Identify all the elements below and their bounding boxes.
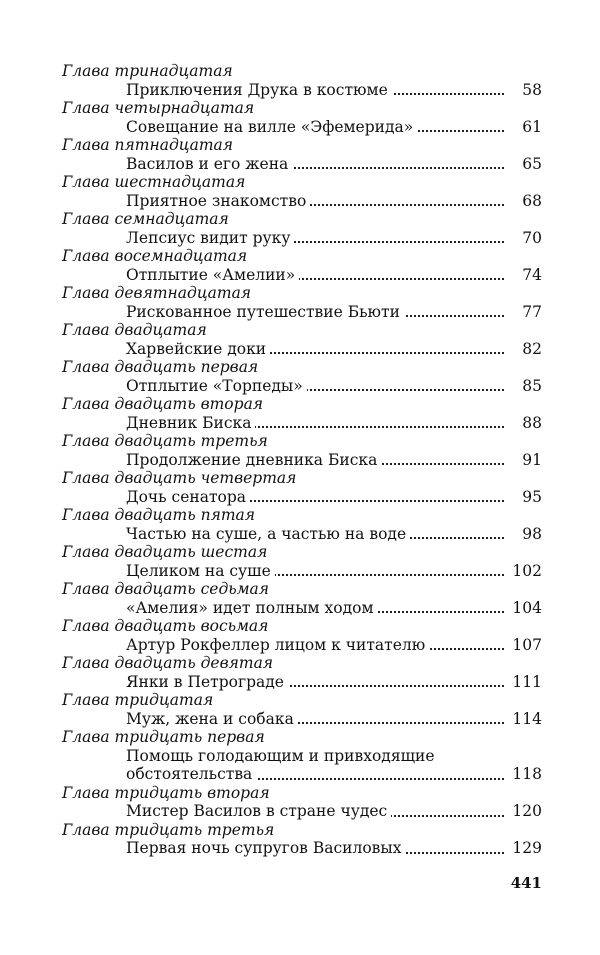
toc-entry [126, 599, 542, 618]
entry-title: Харвейские доки [126, 340, 270, 358]
chapter-heading: Глава тридцатая [62, 691, 214, 709]
entry-page: 95 [518, 488, 542, 507]
chapter-heading: Глава двадцать седьмая [62, 580, 270, 598]
entry-title: Первая ночь супругов Василовых [126, 839, 405, 857]
toc-entry [126, 839, 542, 858]
toc-entry [126, 562, 542, 581]
entry-title: «Амелия» идет полным ходом [126, 599, 378, 617]
chapter-heading: Глава четырнадцатая [62, 99, 255, 117]
entry-title: Частью на суше, а частью на воде [126, 525, 410, 543]
chapter-heading: Глава восемнадцатая [62, 247, 248, 265]
chapter-heading: Глава двадцать вторая [62, 395, 264, 413]
toc-entry [126, 451, 542, 470]
entry-title: Совещание на вилле «Эфемерида» [126, 118, 417, 136]
toc-entry [126, 192, 542, 211]
entry-page: 104 [508, 599, 542, 618]
toc-entry [126, 414, 542, 433]
entry-title: Приключения Друка в костюме [126, 81, 392, 99]
chapter-heading: Глава двадцать шестая [62, 543, 268, 561]
entry-page: 77 [518, 303, 542, 322]
toc-entry [126, 488, 542, 507]
chapter-heading: Глава двадцать пятая [62, 506, 256, 524]
chapter-heading: Глава шестнадцатая [62, 173, 246, 191]
entry-title: Мистер Василов в стране чудес [126, 802, 391, 820]
entry-title: Янки в Петрограде [126, 673, 288, 691]
entry-title: Помощь голодающим и привходящие [126, 747, 439, 765]
entry-page: 120 [508, 802, 542, 821]
toc-entry [126, 81, 542, 100]
page-number: 441 [510, 874, 542, 892]
entry-page: 82 [518, 340, 542, 359]
toc-entry [126, 802, 542, 821]
toc-entry [126, 229, 542, 248]
toc-entry [126, 340, 542, 359]
toc-entry [126, 673, 542, 692]
entry-page: 98 [518, 525, 542, 544]
toc-entry [126, 747, 542, 784]
entry-title: Целиком на суше [126, 562, 275, 580]
chapter-heading: Глава двадцатая [62, 321, 207, 339]
entry-page: 85 [518, 377, 542, 396]
entry-page: 70 [518, 229, 542, 248]
entry-title: Приятное знакомство [126, 192, 310, 210]
entry-page: 88 [518, 414, 542, 433]
chapter-heading: Глава тринадцатая [62, 62, 233, 80]
entry-page: 129 [508, 839, 542, 858]
toc-entry [126, 303, 542, 322]
chapter-heading: Глава тридцать вторая [62, 783, 270, 802]
entry-title: Артур Рокфеллер лицом к читателю [126, 636, 429, 654]
toc-entry [126, 266, 542, 285]
entry-page: 58 [518, 81, 542, 100]
entry-page: 68 [518, 192, 542, 211]
entry-title: Отплытие «Торпеды» [126, 377, 307, 395]
toc-entry [126, 377, 542, 396]
entry-page: 65 [518, 155, 542, 174]
entry-title: Муж, жена и собака [126, 710, 298, 728]
table-of-contents [62, 62, 542, 858]
chapter-heading: Глава тридцать первая [62, 728, 265, 746]
entry-title: Василов и его жена [126, 155, 292, 173]
chapter-heading: Глава девятнадцатая [62, 284, 252, 302]
entry-title: Продолжение дневника Биска [126, 451, 381, 469]
entry-title: Дневник Биска [126, 414, 255, 432]
entry-page: 118 [508, 765, 542, 784]
chapter-heading: Глава пятнадцатая [62, 136, 234, 154]
chapter-heading: Глава двадцать девятая [62, 654, 274, 672]
chapter-heading: Глава семнадцатая [62, 210, 229, 228]
entry-title: Лепсиус видит руку [126, 229, 294, 247]
entry-title-continued: обстоятельства [126, 765, 256, 783]
entry-title: Отплытие «Амелии» [126, 266, 299, 284]
entry-title: Дочь сенатора [126, 488, 250, 506]
toc-entry [126, 155, 542, 174]
toc-entry [126, 710, 542, 729]
chapter-heading: Глава двадцать восьмая [62, 617, 269, 635]
entry-page: 61 [518, 118, 542, 137]
toc-entry [126, 118, 542, 137]
toc-entry [126, 525, 542, 544]
entry-page: 114 [508, 710, 542, 729]
chapter-heading: Глава двадцать третья [62, 432, 268, 450]
chapter-heading: Глава тридцать третья [62, 820, 275, 839]
entry-page: 107 [508, 636, 542, 655]
chapter-heading: Глава двадцать четвертая [62, 469, 297, 487]
entry-title: Рискованное путешествие Бьюти [126, 303, 404, 321]
entry-page: 74 [518, 266, 542, 285]
toc-entry [126, 636, 542, 655]
entry-page: 102 [508, 562, 542, 581]
entry-page: 111 [508, 673, 542, 692]
chapter-heading: Глава двадцать первая [62, 358, 259, 376]
entry-page: 91 [518, 451, 542, 470]
